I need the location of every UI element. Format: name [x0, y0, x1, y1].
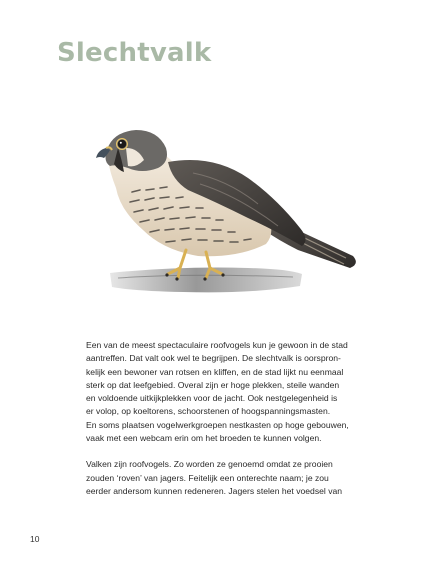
text-line: aantreffen. Dat valt ook wel te begrijpen. De slechtvalk is oorspron-	[86, 353, 341, 364]
text-line: Valken zijn roofvogels. Zo worden ze genoemd omdat ze prooien	[86, 459, 333, 470]
paragraph-1	[86, 339, 386, 445]
text-line: vaak met een webcam erin om het broeden te kunnen volgen.	[86, 433, 322, 444]
paragraph-2	[86, 458, 386, 498]
body-text	[86, 339, 386, 498]
falcon-illustration	[88, 118, 378, 318]
text-line: zouden ‘roven’ van jagers. Feitelijk een onterechte naam; je zou	[86, 472, 329, 483]
text-line: En soms plaatsen vogelwerkgroepen nestkasten op hoge gebouwen,	[86, 419, 349, 430]
text-line: kelijk een bewoner van rotsen en kliffen, en de stad lijkt nu eenmaal	[86, 366, 344, 377]
text-line: Een van de meest spectaculaire roofvogels kun je gewoon in de stad	[86, 340, 348, 350]
text-line: eerder andersom kunnen redeneren. Jagers stelen het voedsel van	[86, 485, 343, 496]
falcon-eye	[118, 140, 126, 148]
text-line: er volop, op koeltorens, schoorstenen of hoogspanningsmasten.	[86, 406, 331, 417]
text-line: sterk op dat leefgebied. Overal zijn er hoge plekken, steile wanden	[86, 379, 340, 390]
page-title: Slechtvalk	[57, 38, 212, 68]
page-number: 10	[30, 534, 40, 544]
text-line: en voldoende uitkijkplekken voor de jacht. Ook nestgelegenheid is	[86, 393, 338, 404]
